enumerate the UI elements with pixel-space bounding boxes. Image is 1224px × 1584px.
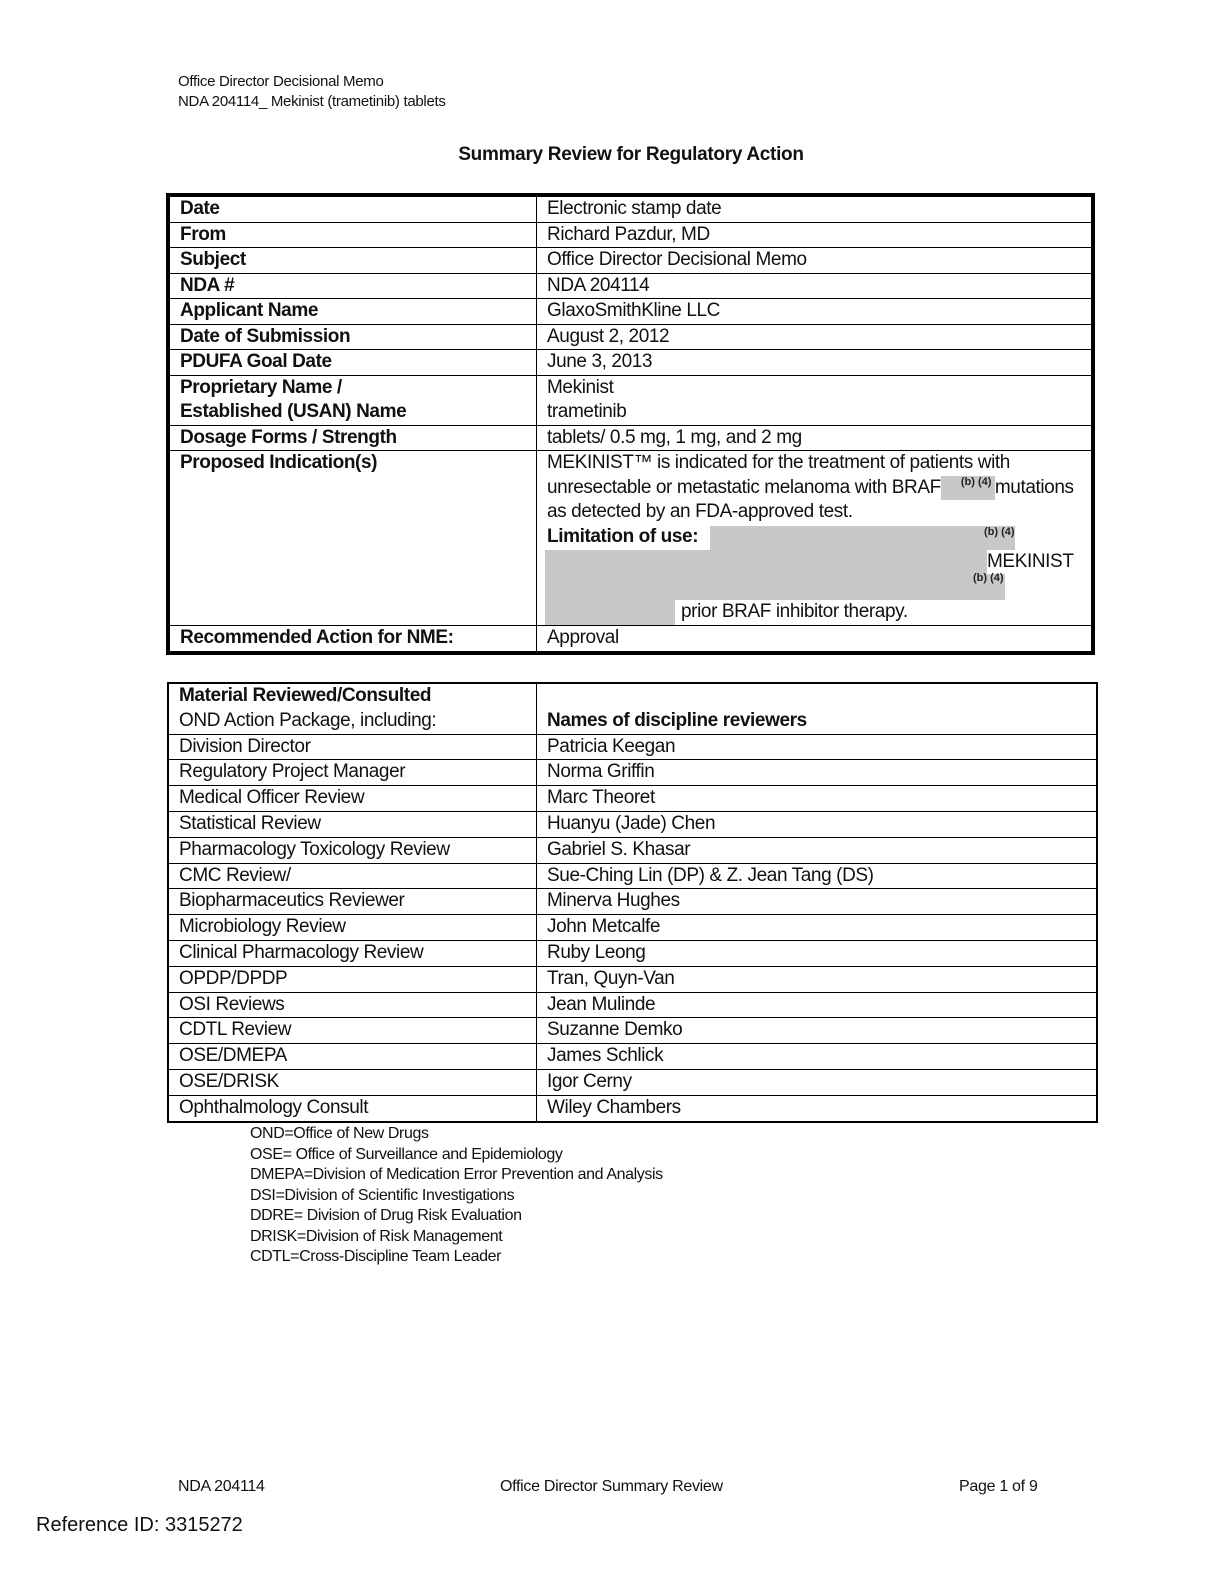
material-header <box>168 683 537 734</box>
table-row <box>168 1095 1097 1121</box>
proprietary-label-line-2: Established (USAN) Name <box>180 401 407 422</box>
table-row <box>168 811 1097 837</box>
table-row <box>168 350 1093 376</box>
row-value: Office Director Decisional Memo <box>537 248 1094 274</box>
row-value: Electronic stamp date <box>537 195 1094 222</box>
discipline-cell: OPDP/DPDP <box>168 966 537 992</box>
discipline-cell: Pharmacology Toxicology Review <box>168 837 537 863</box>
discipline-cell: OSE/DRISK <box>168 1069 537 1095</box>
redaction-box <box>545 571 1005 600</box>
reviewer-cell: Igor Cerny <box>537 1069 1098 1095</box>
table-row <box>168 273 1093 299</box>
table-row <box>168 863 1097 889</box>
dosage-value: tablets/ 0.5 mg, 1 mg, and 2 mg <box>537 425 1094 451</box>
indication-line-3: as detected by an FDA-approved test. <box>547 501 853 522</box>
reviewer-cell: Sue-Ching Lin (DP) & Z. Jean Tang (DS) <box>537 863 1098 889</box>
limitation-end-line <box>547 600 1091 625</box>
redaction-box <box>545 598 675 625</box>
reviewer-cell: Ruby Leong <box>537 940 1098 966</box>
row-label: Date of Submission <box>168 324 537 350</box>
reference-id: Reference ID: 3315272 <box>36 1514 243 1536</box>
row-label: From <box>168 222 537 248</box>
row-value: Richard Pazdur, MD <box>537 222 1094 248</box>
limitation-end: prior BRAF inhibitor therapy. <box>681 600 908 622</box>
table-row <box>168 786 1097 812</box>
discipline-cell: Microbiology Review <box>168 915 537 941</box>
redaction-code: (b) (4) <box>973 571 1004 584</box>
row-label: NDA # <box>168 273 537 299</box>
row-value: NDA 204114 <box>537 273 1094 299</box>
limitation-label: Limitation of use: <box>547 525 699 547</box>
table-row <box>168 451 1093 626</box>
footer-center: Office Director Summary Review <box>500 1478 723 1495</box>
indication-label: Proposed Indication(s) <box>168 451 537 626</box>
page-title: Summary Review for Regulatory Action <box>458 144 804 165</box>
reviewer-cell: Norma Griffin <box>537 760 1098 786</box>
reviewer-cell: Marc Theoret <box>537 786 1098 812</box>
material-header-line-2: OND Action Package, including: <box>179 709 437 731</box>
row-label: Date <box>168 195 537 222</box>
action-value: Approval <box>537 626 1094 653</box>
indication-line-2 <box>547 476 1091 501</box>
abbreviation-item: CDTL=Cross-Discipline Team Leader <box>250 1248 502 1265</box>
header-line-2: NDA 204114_ Mekinist (trametinib) tablets <box>178 93 446 110</box>
row-label: Applicant Name <box>168 299 537 325</box>
table-row <box>168 760 1097 786</box>
reviewer-cell: James Schlick <box>537 1044 1098 1070</box>
discipline-cell: Statistical Review <box>168 811 537 837</box>
table-row <box>168 940 1097 966</box>
table-row <box>168 299 1093 325</box>
table-row <box>168 248 1093 274</box>
table-header-row <box>168 683 1097 734</box>
table-row <box>168 425 1093 451</box>
table-row <box>168 966 1097 992</box>
discipline-cell: Ophthalmology Consult <box>168 1095 537 1121</box>
proprietary-name: Mekinist <box>547 376 614 398</box>
reviewer-header <box>537 683 1098 734</box>
material-header-line-1: Material Reviewed/Consulted <box>179 685 432 706</box>
reviewer-cell: Tran, Quyn-Van <box>537 966 1098 992</box>
reviewer-cell: Wiley Chambers <box>537 1095 1098 1121</box>
discipline-cell: CDTL Review <box>168 1018 537 1044</box>
reviewer-cell: Gabriel S. Khasar <box>537 837 1098 863</box>
indication-line-1: MEKINIST™ is indicated for the treatment of patients with <box>547 452 1010 473</box>
discipline-cell: OSI Reviews <box>168 992 537 1018</box>
row-label: Subject <box>168 248 537 274</box>
reviewer-cell: Jean Mulinde <box>537 992 1098 1018</box>
limitation-line <box>547 525 1091 550</box>
table-row <box>168 324 1093 350</box>
table-row <box>168 626 1093 653</box>
redaction-code: (b) (4) <box>960 475 992 488</box>
table-row <box>168 375 1093 425</box>
table-row <box>168 1044 1097 1070</box>
redaction-code: (b) (4) <box>984 525 1015 538</box>
table-row <box>168 222 1093 248</box>
reviewer-cell: Suzanne Demko <box>537 1018 1098 1044</box>
abbreviations-list <box>250 1124 663 1268</box>
table-row <box>168 1018 1097 1044</box>
reviewer-cell: John Metcalfe <box>537 915 1098 941</box>
row-value: August 2, 2012 <box>537 324 1094 350</box>
table-row <box>168 915 1097 941</box>
redaction-box <box>941 476 995 500</box>
indication-value <box>537 451 1094 626</box>
discipline-cell: Clinical Pharmacology Review <box>168 940 537 966</box>
footer-left: NDA 204114 <box>178 1478 265 1495</box>
row-value: June 3, 2013 <box>537 350 1094 376</box>
discipline-cell: Regulatory Project Manager <box>168 760 537 786</box>
abbreviation-item: OND=Office of New Drugs <box>250 1125 429 1142</box>
indication-text-braf: unresectable or metastatic melanoma with BRAF <box>547 476 941 498</box>
abbreviation-item: DMEPA=Division of Medication Error Prevention and Analysis <box>250 1166 663 1183</box>
summary-table <box>166 193 1095 655</box>
proprietary-label-line-1: Proprietary Name / <box>180 376 342 398</box>
limitation-block <box>547 550 1091 600</box>
table-row <box>168 992 1097 1018</box>
abbreviation-item: OSE= Office of Surveillance and Epidemiology <box>250 1145 563 1163</box>
action-label: Recommended Action for NME: <box>168 626 537 653</box>
proprietary-label <box>168 375 537 425</box>
discipline-cell: OSE/DMEPA <box>168 1044 537 1070</box>
dosage-label: Dosage Forms / Strength <box>168 425 537 451</box>
row-label: PDUFA Goal Date <box>168 350 537 376</box>
discipline-cell: Medical Officer Review <box>168 786 537 812</box>
running-header <box>178 72 446 112</box>
abbreviation-item: DDRE= Division of Drug Risk Evaluation <box>250 1207 522 1224</box>
indication-text-mutations: mutations <box>994 476 1074 498</box>
table-row <box>168 837 1097 863</box>
reviewer-cell: Minerva Hughes <box>537 889 1098 915</box>
footer-page-number: Page 1 of 9 <box>959 1478 1038 1495</box>
reviewer-header-text: Names of discipline reviewers <box>547 709 807 731</box>
table-row <box>168 734 1097 760</box>
row-value: GlaxoSmithKline LLC <box>537 299 1094 325</box>
established-name: trametinib <box>547 401 627 422</box>
abbreviation-item: DSI=Division of Scientific Investigations <box>250 1186 515 1204</box>
discipline-cell: Division Director <box>168 734 537 760</box>
table-row <box>168 889 1097 915</box>
discipline-cell: CMC Review/ <box>168 863 537 889</box>
table-row <box>168 1069 1097 1095</box>
redaction-box <box>545 550 987 574</box>
reviewer-cell: Huanyu (Jade) Chen <box>537 811 1098 837</box>
header-line-1: Office Director Decisional Memo <box>178 73 384 90</box>
reviewers-table <box>167 682 1098 1123</box>
redaction-box <box>710 526 1015 550</box>
proprietary-value <box>537 375 1094 425</box>
limitation-mekinist: MEKINIST <box>987 550 1074 572</box>
discipline-cell: Biopharmaceutics Reviewer <box>168 889 537 915</box>
table-row <box>168 195 1093 222</box>
abbreviation-item: DRISK=Division of Risk Management <box>250 1227 503 1245</box>
reviewer-cell: Patricia Keegan <box>537 734 1098 760</box>
